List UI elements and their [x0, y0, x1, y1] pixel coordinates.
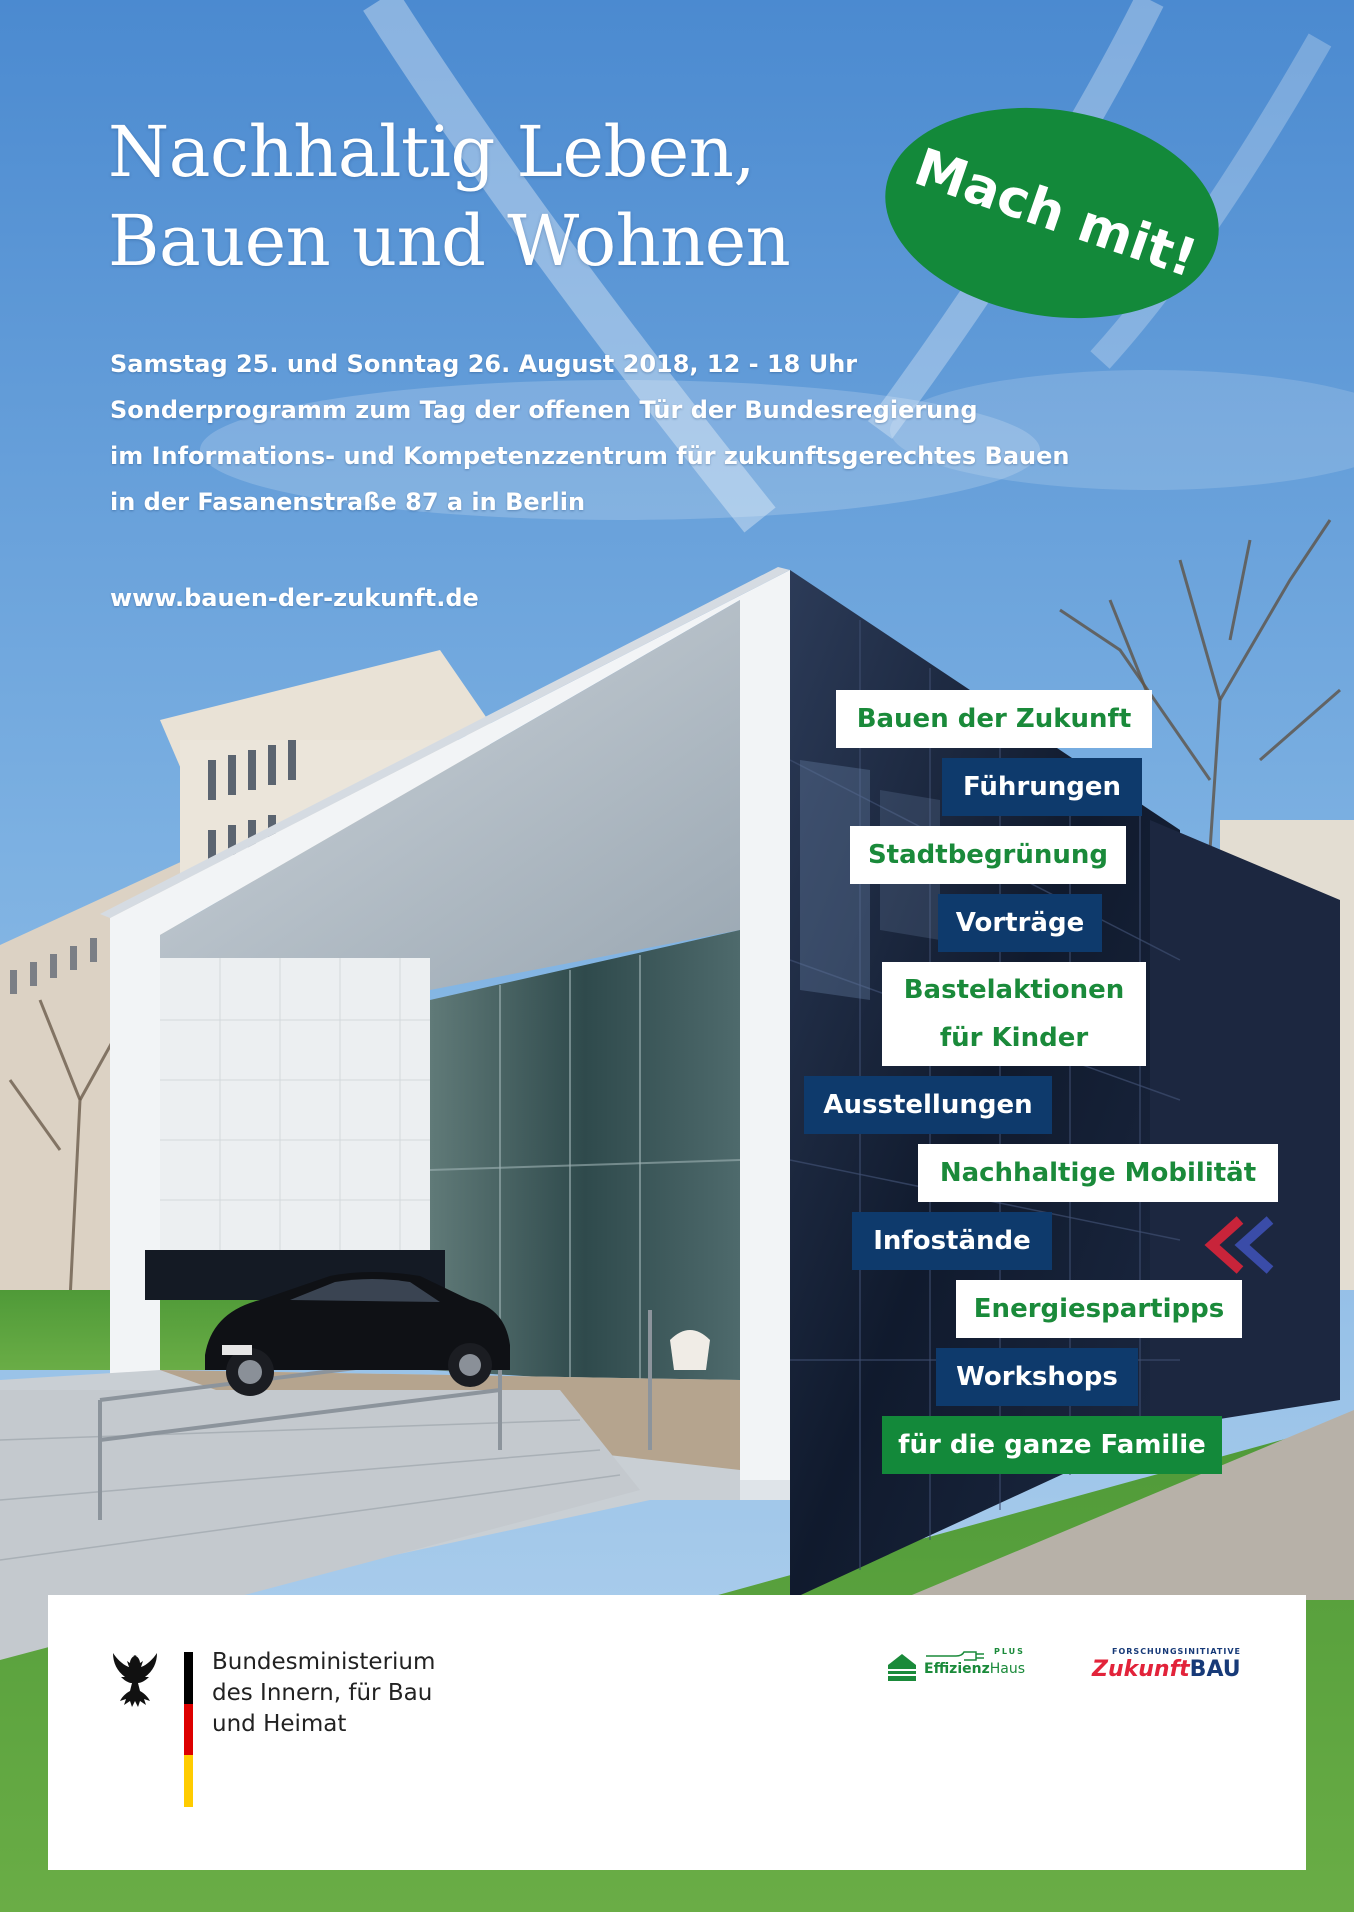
house-icon — [886, 1651, 918, 1683]
footer-logos — [48, 1595, 1306, 1870]
tag-bastelaktionen-line-1: Bastelaktionen — [903, 975, 1125, 1005]
event-date: Samstag 25. und Sonntag 26. August 2018, 12 - 18 Uhr — [110, 350, 858, 378]
headline — [108, 108, 868, 286]
event-venue: im Informations- und Kompetenzzentrum für zukunftsgerechtes Bauen — [110, 442, 1070, 470]
tag-bauen-der-zukunft: Bauen der Zukunft — [836, 690, 1152, 748]
effizienzhaus-plus-label: PLUS — [994, 1647, 1025, 1656]
tag-vortraege: Vorträge — [938, 894, 1102, 952]
effizienzhaus-name-part2: Haus — [989, 1661, 1026, 1677]
flag-gold-stripe — [184, 1755, 193, 1807]
ministry-line-2: des Innern, für Bau — [212, 1680, 433, 1706]
zukunftbau-name-part1: Zukunft — [1092, 1657, 1190, 1682]
flag-black-stripe — [184, 1652, 193, 1704]
tag-ausstellungen: Ausstellungen — [804, 1076, 1052, 1134]
effizienzhaus-plus-logo — [886, 1647, 1046, 1687]
federal-eagle-icon — [108, 1651, 168, 1715]
event-info — [110, 341, 1070, 525]
tag-bastelaktionen-line-2: für Kinder — [939, 1023, 1089, 1053]
tag-ganze-familie: für die ganze Familie — [882, 1416, 1222, 1474]
tag-bastelaktionen — [882, 962, 1146, 1066]
german-flag-stripe — [184, 1652, 193, 1807]
event-program: Sonderprogramm zum Tag der offenen Tür der Bundesregierung — [110, 396, 978, 424]
headline-line-1: Nachhaltig Leben, — [108, 111, 756, 193]
tag-nachhaltige-mobilitaet: Nachhaltige Mobilität — [918, 1144, 1278, 1202]
effizienzhaus-name-part1: Effizienz — [924, 1661, 990, 1677]
tag-stadtbegruenung: Stadtbegrünung — [850, 826, 1126, 884]
event-address: in der Fasanenstraße 87 a in Berlin — [110, 488, 586, 516]
tag-energiespartipps: Energiespartipps — [956, 1280, 1242, 1338]
tag-workshops: Workshops — [936, 1348, 1138, 1406]
badge-text: Mach mit! — [907, 137, 1205, 290]
tag-infostaende: Infostände — [852, 1212, 1052, 1270]
zukunftbau-logo — [1092, 1647, 1282, 1687]
tag-fuehrungen: Führungen — [942, 758, 1142, 816]
zukunftbau-name — [1092, 1657, 1241, 1682]
plug-icon — [926, 1648, 992, 1662]
ministry-name — [212, 1647, 435, 1740]
zukunftbau-name-part2: BAU — [1189, 1657, 1241, 1682]
effizienzhaus-name — [924, 1661, 1025, 1677]
ministry-line-3: und Heimat — [212, 1711, 347, 1737]
zukunftbau-subtitle: FORSCHUNGSINITIATIVE — [1112, 1647, 1242, 1656]
ministry-line-1: Bundesministerium — [212, 1649, 436, 1675]
flag-red-stripe — [184, 1704, 193, 1756]
headline-line-2: Bauen und Wohnen — [108, 200, 791, 282]
website-link[interactable]: www.bauen-der-zukunft.de — [110, 584, 479, 612]
